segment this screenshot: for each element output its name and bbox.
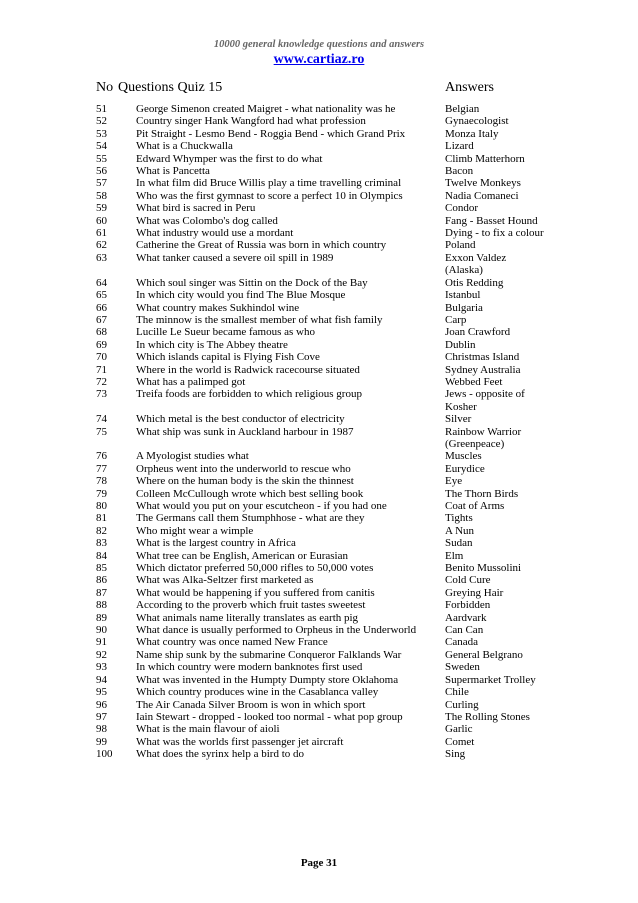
table-row xyxy=(0,475,638,487)
answer-text: Curling xyxy=(445,698,479,711)
table-row xyxy=(0,748,638,760)
table-row xyxy=(0,488,638,500)
table-row xyxy=(0,215,638,227)
answer-text: Joan Crawford xyxy=(445,326,511,339)
question-text: A Myologist studies what xyxy=(136,450,249,463)
answer-text: Istanbul xyxy=(445,289,481,302)
page-number: Page 31 xyxy=(300,857,338,869)
table-row xyxy=(0,302,638,314)
table-row xyxy=(0,401,638,413)
answer-text: Nadia Comaneci xyxy=(445,189,519,202)
question-text: Name ship sunk by the submarine Conqueror Falklands War xyxy=(136,648,402,661)
answer-text: Sing xyxy=(445,748,466,761)
question-text: What animals name literally translates as earth pig xyxy=(136,611,359,624)
header-url-link[interactable]: www.cartiaz.ro xyxy=(273,52,365,67)
table-row xyxy=(0,723,638,735)
question-text: What was invented in the Humpty Dumpty store Oklahoma xyxy=(136,673,399,686)
question-text: What is a Chuckwalla xyxy=(136,140,233,153)
question-text: What bird is sacred in Peru xyxy=(136,202,256,215)
question-text: Pit Straight - Lesmo Bend - Roggia Bend - which Grand Prix xyxy=(136,127,406,140)
question-number: 86 xyxy=(96,574,107,587)
question-text: What is the largest country in Africa xyxy=(136,537,296,550)
answer-text: Aardvark xyxy=(445,611,487,624)
question-text: The Germans call them Stumphhose - what are they xyxy=(136,512,365,525)
question-text: What was Colombo's dog called xyxy=(136,214,278,227)
question-number xyxy=(0,264,136,276)
answer-text: Eye xyxy=(445,475,463,488)
question-text: In what film did Bruce Willis play a time travelling criminal xyxy=(136,177,402,190)
table-row xyxy=(0,289,638,301)
question-text: Which dictator preferred 50,000 rifles to 50,000 votes xyxy=(136,562,374,575)
question-number: 59 xyxy=(96,202,107,215)
table-row xyxy=(0,326,638,338)
table-row xyxy=(0,103,638,115)
question-text: Catherine the Great of Russia was born in which country xyxy=(136,239,387,252)
question-number: 64 xyxy=(96,276,107,289)
question-text: What was Alka-Seltzer first marketed as xyxy=(136,574,314,587)
question-number: 58 xyxy=(96,189,107,202)
table-row xyxy=(0,438,638,450)
question-number: 93 xyxy=(96,661,107,674)
question-text: Treifa foods are forbidden to which religious group xyxy=(136,388,362,401)
column-header-answers: Answers xyxy=(445,80,494,95)
question-text: What tanker caused a severe oil spill in 1989 xyxy=(136,251,334,264)
question-number: 100 xyxy=(96,748,113,761)
answer-text: Otis Redding xyxy=(445,276,504,289)
table-row xyxy=(0,277,638,289)
answer-text: Can Can xyxy=(445,624,484,637)
table-row xyxy=(0,339,638,351)
question-number: 70 xyxy=(96,351,107,364)
question-number: 67 xyxy=(96,313,107,326)
column-header-questions: Questions Quiz 15 xyxy=(118,80,223,95)
table-row xyxy=(0,153,638,165)
question-number: 87 xyxy=(96,586,107,599)
question-number: 75 xyxy=(96,425,107,438)
answer-text: Coat of Arms xyxy=(445,500,505,512)
answer-text: Gynaecologist xyxy=(445,115,509,128)
answer-text: General Belgrano xyxy=(445,648,523,661)
answer-text: (Greenpeace) xyxy=(445,437,505,450)
answer-text: Kosher xyxy=(445,400,477,413)
table-row xyxy=(0,177,638,189)
answer-text: Elm xyxy=(445,549,464,562)
answer-text: Jews - opposite of xyxy=(445,388,525,401)
answer-text: Comet xyxy=(445,735,475,748)
answer-text: Poland xyxy=(445,239,476,252)
table-row xyxy=(0,239,638,251)
table-row xyxy=(0,624,638,636)
answer-text: Condor xyxy=(445,202,478,215)
table-row xyxy=(0,636,638,648)
table-row xyxy=(0,115,638,127)
question-text: What has a palimped got xyxy=(136,375,246,388)
table-row xyxy=(0,314,638,326)
question-number: 69 xyxy=(96,338,107,351)
question-number: 80 xyxy=(96,500,107,512)
question-text xyxy=(136,438,445,450)
question-number: 96 xyxy=(96,698,107,711)
question-text: What country was once named New France xyxy=(136,636,328,649)
question-number: 52 xyxy=(96,115,107,128)
answer-text: Forbidden xyxy=(445,599,491,612)
question-text: What tree can be English, American or Eurasian xyxy=(136,549,348,562)
question-number: 79 xyxy=(96,487,107,500)
answer-text: Monza Italy xyxy=(445,127,499,140)
question-number: 84 xyxy=(96,549,107,562)
answer-text: Canada xyxy=(445,636,478,649)
table-row xyxy=(0,574,638,586)
question-number: 91 xyxy=(96,636,107,649)
answer-text: Bulgaria xyxy=(445,301,483,314)
table-row xyxy=(0,587,638,599)
question-text: In which country were modern banknotes first used xyxy=(136,661,363,674)
question-number: 99 xyxy=(96,735,107,748)
question-text: Which soul singer was Sittin on the Dock of the Bay xyxy=(136,276,368,289)
answer-text: Rainbow Warrior xyxy=(445,425,522,438)
table-row xyxy=(0,649,638,661)
table-row xyxy=(0,202,638,214)
table-row xyxy=(0,599,638,611)
question-text: In which city would you find The Blue Mosque xyxy=(136,289,346,302)
question-text: Who might wear a wimple xyxy=(136,524,254,537)
question-number: 55 xyxy=(96,152,107,165)
question-number xyxy=(0,438,136,450)
table-row xyxy=(0,562,638,574)
answer-text: Muscles xyxy=(445,450,482,463)
question-number: 83 xyxy=(96,537,107,550)
question-text: What ship was sunk in Auckland harbour in 1987 xyxy=(136,425,354,438)
question-number: 77 xyxy=(96,462,107,475)
question-text: Where on the human body is the skin the thinnest xyxy=(136,475,354,488)
answer-text: Tights xyxy=(445,512,473,525)
question-number: 89 xyxy=(96,611,107,624)
question-text: What is the main flavour of aioli xyxy=(136,723,280,736)
table-row xyxy=(0,699,638,711)
question-text: Lucille Le Sueur became famous as who xyxy=(136,326,315,339)
question-number: 60 xyxy=(96,214,107,227)
question-text: In which city is The Abbey theatre xyxy=(136,338,288,351)
question-text xyxy=(136,401,445,413)
table-row xyxy=(0,537,638,549)
question-number: 92 xyxy=(96,648,107,661)
table-row xyxy=(0,165,638,177)
table-row xyxy=(0,413,638,425)
table-row xyxy=(0,711,638,723)
question-text: What does the syrinx help a bird to do xyxy=(136,748,305,761)
table-row xyxy=(0,661,638,673)
question-text: George Simenon created Maigret - what nationality was he xyxy=(136,103,396,115)
question-text: What country makes Sukhindol wine xyxy=(136,301,300,314)
table-row xyxy=(0,128,638,140)
question-text: Which country produces wine in the Casablanca valley xyxy=(136,686,379,699)
question-number: 98 xyxy=(96,723,107,736)
table-row xyxy=(0,364,638,376)
table-row xyxy=(0,463,638,475)
answer-text: Garlic xyxy=(445,723,473,736)
question-number: 73 xyxy=(96,388,107,401)
answer-text: Dublin xyxy=(445,338,476,351)
answer-text: Greying Hair xyxy=(445,586,504,599)
table-row xyxy=(0,376,638,388)
question-number: 88 xyxy=(96,599,107,612)
question-list xyxy=(0,103,638,761)
table-row xyxy=(0,674,638,686)
table-row xyxy=(0,388,638,400)
answer-text: Twelve Monkeys xyxy=(445,177,521,190)
question-text: The minnow is the smallest member of what fish family xyxy=(136,313,383,326)
table-row xyxy=(0,612,638,624)
answer-text: Sydney Australia xyxy=(445,363,521,376)
question-number: 61 xyxy=(96,227,107,240)
table-row xyxy=(0,512,638,524)
table-row xyxy=(0,500,638,512)
question-text: The Air Canada Silver Broom is won in which sport xyxy=(136,698,366,711)
question-number: 72 xyxy=(96,375,107,388)
answer-text: The Rolling Stones xyxy=(445,710,530,723)
question-text: What dance is usually performed to Orpheus in the Underworld xyxy=(136,624,417,637)
question-text: What would be happening if you suffered from canitis xyxy=(136,586,375,599)
question-number: 94 xyxy=(96,673,107,686)
table-row xyxy=(0,550,638,562)
question-number xyxy=(0,401,136,413)
question-text: Colleen McCullough wrote which best selling book xyxy=(136,487,364,500)
question-number: 62 xyxy=(96,239,107,252)
question-number: 65 xyxy=(96,289,107,302)
answer-text: Silver xyxy=(445,413,472,426)
question-number: 81 xyxy=(96,512,107,525)
answer-text: Webbed Feet xyxy=(445,375,503,388)
answer-text: Belgian xyxy=(445,103,480,115)
answer-text: Lizard xyxy=(445,140,474,153)
table-row xyxy=(0,252,638,264)
question-number: 63 xyxy=(96,251,107,264)
table-row xyxy=(0,264,638,276)
question-text xyxy=(136,264,445,276)
question-number: 97 xyxy=(96,710,107,723)
answer-text: The Thorn Birds xyxy=(445,487,519,500)
answer-text: A Nun xyxy=(445,524,475,537)
column-header-no: No xyxy=(96,80,114,95)
question-number: 54 xyxy=(96,140,107,153)
question-text: What would you put on your escutcheon - if you had one xyxy=(136,500,387,512)
question-text: Orpheus went into the underworld to rescue who xyxy=(136,462,351,475)
question-text: Where in the world is Radwick racecourse situated xyxy=(136,363,360,376)
answer-text: (Alaska) xyxy=(445,264,483,277)
question-number: 53 xyxy=(96,127,107,140)
table-row xyxy=(0,140,638,152)
answer-text: Fang - Basset Hound xyxy=(445,214,538,227)
question-text: What is Pancetta xyxy=(136,165,210,178)
table-row xyxy=(0,686,638,698)
question-number: 76 xyxy=(96,450,107,463)
question-number: 66 xyxy=(96,301,107,314)
answer-text: Exxon Valdez xyxy=(445,251,507,264)
question-number: 82 xyxy=(96,524,107,537)
question-text: Which metal is the best conductor of electricity xyxy=(136,413,345,426)
answer-text: Bacon xyxy=(445,165,474,178)
table-row xyxy=(0,227,638,239)
question-text: According to the proverb which fruit tastes sweetest xyxy=(136,599,366,612)
question-number: 90 xyxy=(96,624,107,637)
table-row xyxy=(0,736,638,748)
answer-text: Chile xyxy=(445,686,469,699)
question-text: Country singer Hank Wangford had what profession xyxy=(136,115,366,128)
question-text: What industry would use a mordant xyxy=(136,227,294,240)
question-text: Which islands capital is Flying Fish Cove xyxy=(136,351,320,364)
answer-text: Christmas Island xyxy=(445,351,520,364)
question-number: 68 xyxy=(96,326,107,339)
table-row xyxy=(0,426,638,438)
question-number: 51 xyxy=(96,103,107,115)
question-text: Who was the first gymnast to score a perfect 10 in Olympics xyxy=(136,189,403,202)
answer-text: Eurydice xyxy=(445,462,485,475)
question-number: 85 xyxy=(96,562,107,575)
question-text: What was the worlds first passenger jet aircraft xyxy=(136,735,344,748)
question-number: 74 xyxy=(96,413,107,426)
answer-text: Carp xyxy=(445,313,467,326)
question-number: 56 xyxy=(96,165,107,178)
table-row xyxy=(0,525,638,537)
answer-text: Sudan xyxy=(445,537,473,550)
answer-text: Supermarket Trolley xyxy=(445,673,536,686)
answer-text: Benito Mussolini xyxy=(445,562,522,575)
question-text: Iain Stewart - dropped - looked too normal - what pop group xyxy=(136,710,403,723)
header-subtitle: 10000 general knowledge questions and answers xyxy=(213,39,425,50)
table-row xyxy=(0,351,638,363)
question-number: 57 xyxy=(96,177,107,190)
answer-text: Dying - to fix a colour xyxy=(445,227,544,240)
answer-text: Climb Matterhorn xyxy=(445,152,525,165)
question-number: 95 xyxy=(96,686,107,699)
answer-text: Sweden xyxy=(445,661,480,674)
answer-text: Cold Cure xyxy=(445,574,491,587)
question-number: 78 xyxy=(96,475,107,488)
table-row xyxy=(0,190,638,202)
question-text: Edward Whymper was the first to do what xyxy=(136,152,323,165)
question-number: 71 xyxy=(96,363,107,376)
table-row xyxy=(0,450,638,462)
